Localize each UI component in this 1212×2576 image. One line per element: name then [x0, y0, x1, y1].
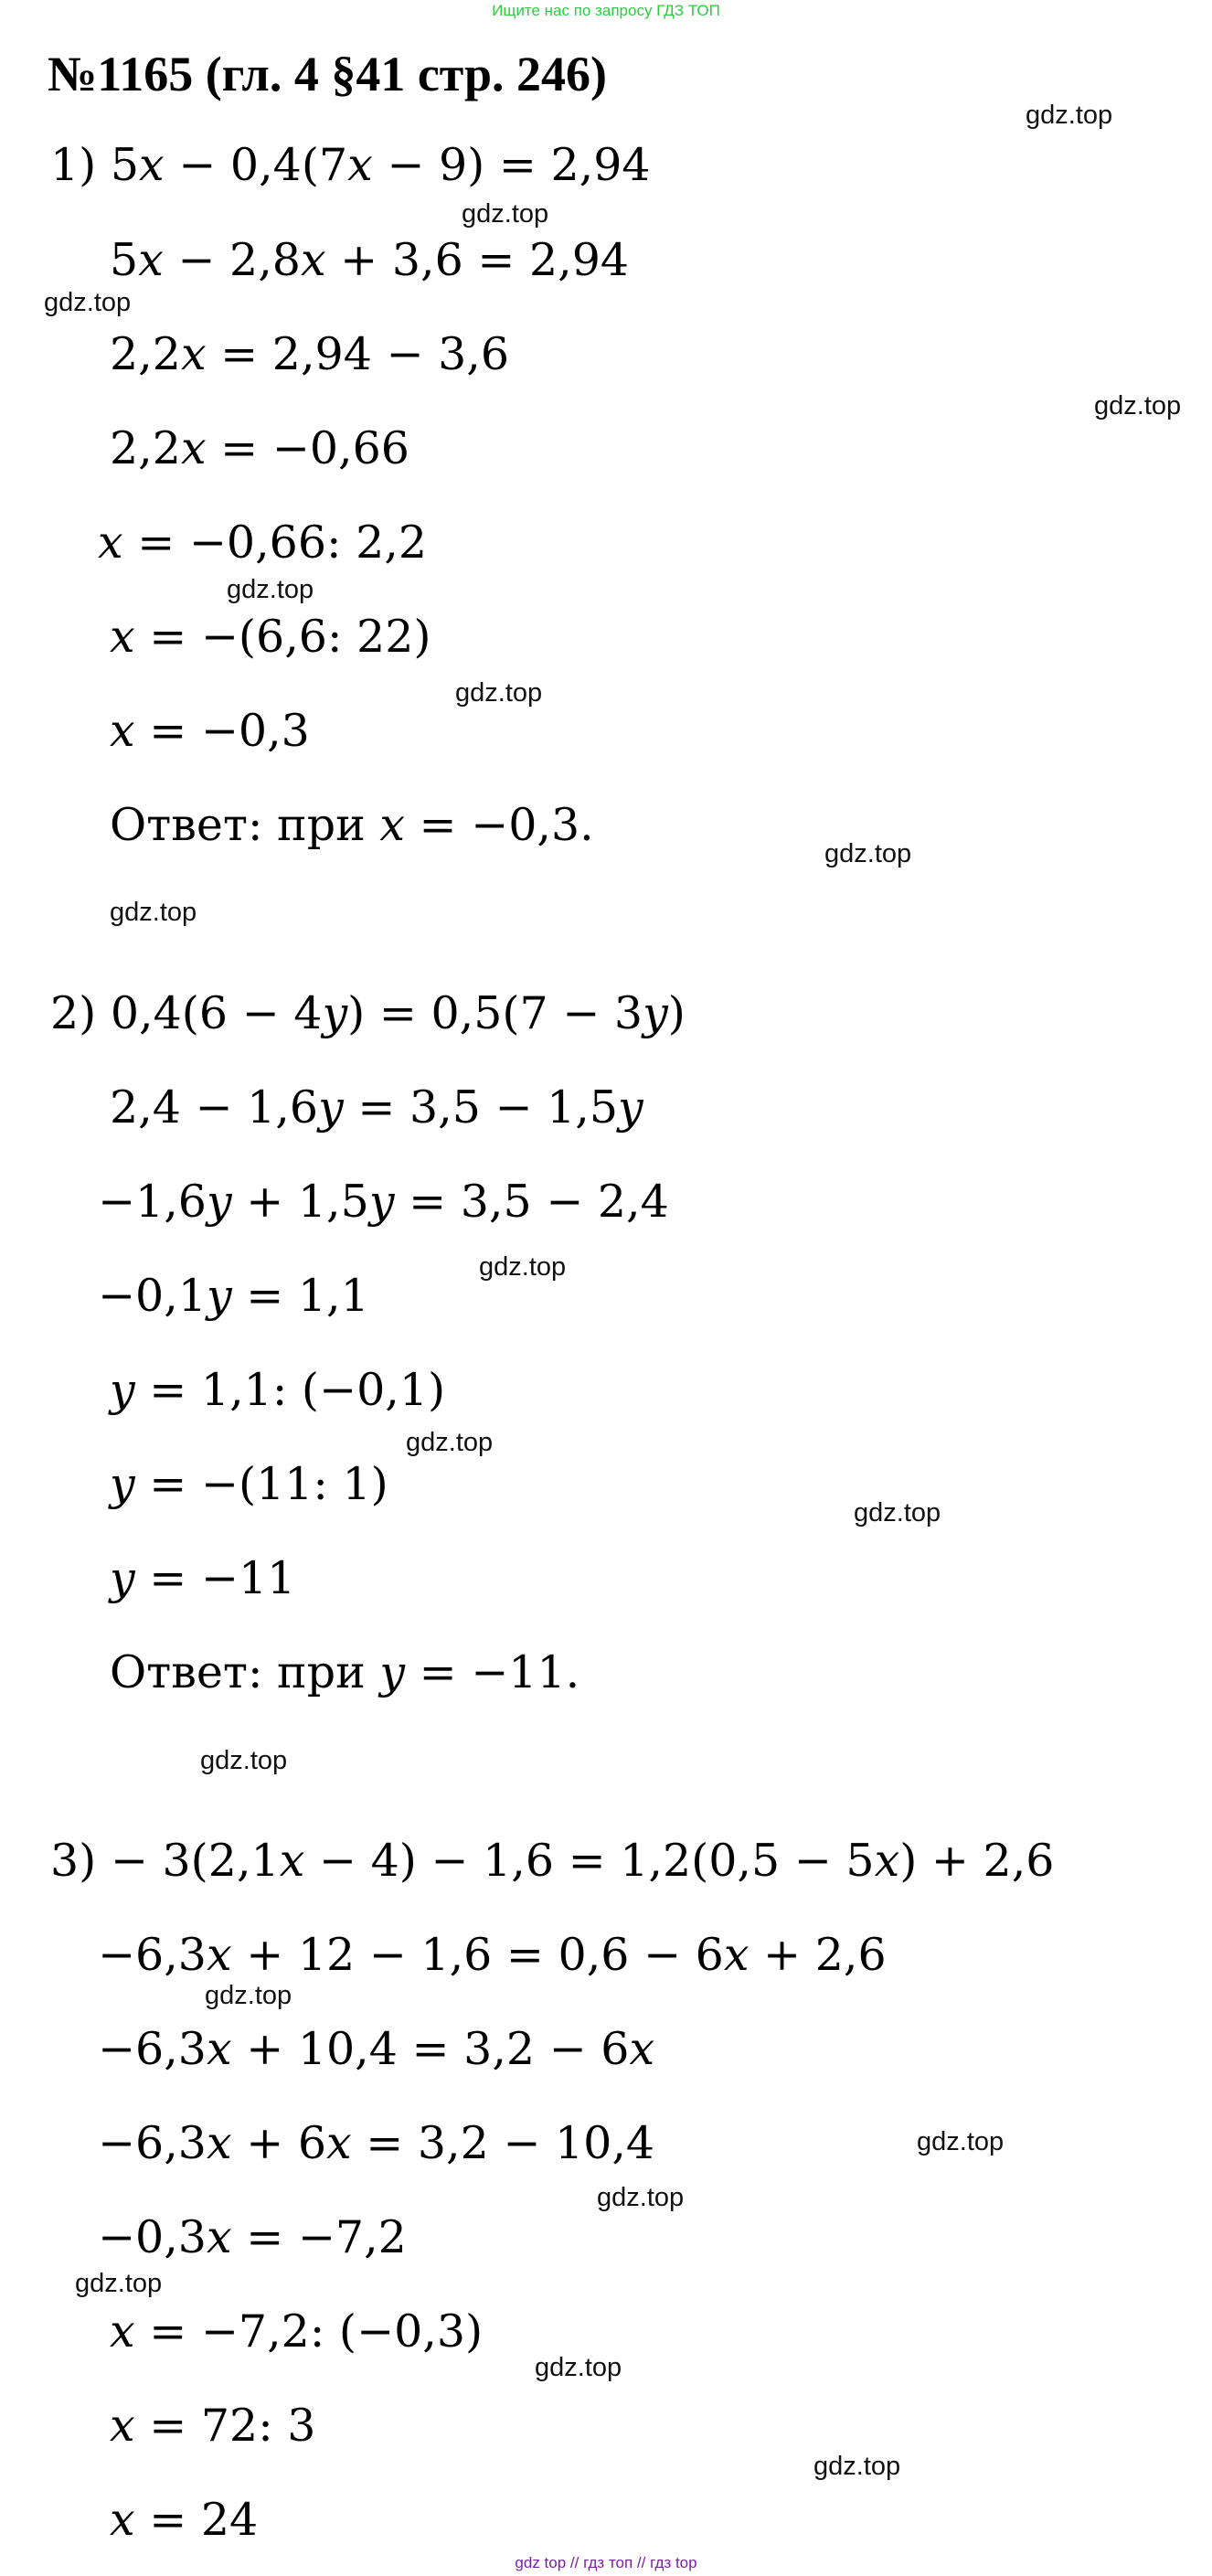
watermark: gdz.top: [535, 2353, 622, 2382]
watermark: gdz.top: [1026, 101, 1113, 130]
top-banner: Ищите нас по запросу ГДЗ ТОП: [492, 2, 720, 19]
equation-line: 5x − 2,8x + 3,6 = 2,94: [110, 234, 630, 286]
equation-line: 3) − 3(2,1x − 4) − 1,6 = 1,2(0,5 − 5x) + 2,6: [50, 1835, 1055, 1887]
watermark: gdz.top: [44, 288, 132, 317]
equation-line: 1) 5x − 0,4(7x − 9) = 2,94: [50, 139, 651, 191]
equation-line: x = −0,3: [110, 705, 310, 757]
watermark: gdz.top: [1094, 391, 1182, 420]
page-title: №1165 (гл. 4 §41 стр. 246): [48, 47, 608, 101]
equation-line: 2,2x = −0,66: [110, 422, 409, 474]
watermark: gdz.top: [479, 1252, 567, 1282]
equation-line: 2,4 − 1,6y = 3,5 − 1,5y: [110, 1081, 643, 1134]
equation-line: −6,3x + 10,4 = 3,2 − 6x: [98, 2023, 655, 2075]
equation-line: −0,1y = 1,1: [98, 1270, 369, 1322]
watermark: gdz.top: [597, 2183, 685, 2212]
equation-line: 2,2x = 2,94 − 3,6: [110, 328, 510, 380]
watermark: gdz.top: [227, 575, 314, 604]
equation-line: −1,6y + 1,5y = 3,5 − 2,4: [98, 1176, 669, 1228]
equation-line: x = 24: [110, 2494, 259, 2546]
answer-line: Ответ: при x = −0,3.: [110, 799, 594, 851]
watermark: gdz.top: [205, 1981, 292, 2010]
equation-line: x = −0,66: 2,2: [98, 516, 428, 569]
equation-line: y = 1,1: (−0,1): [110, 1364, 446, 1416]
equation-line: y = −11: [110, 1552, 296, 1604]
equation-line: x = 72: 3: [110, 2400, 316, 2452]
answer-line: Ответ: при y = −11.: [110, 1646, 580, 1698]
watermark: gdz.top: [854, 1498, 941, 1528]
watermark: gdz.top: [200, 1746, 288, 1775]
watermark: gdz.top: [824, 839, 912, 868]
watermark: gdz.top: [455, 678, 543, 708]
equation-line: −6,3x + 6x = 3,2 − 10,4: [98, 2117, 655, 2169]
watermark: gdz.top: [75, 2269, 163, 2298]
watermark: gdz.top: [462, 199, 549, 229]
equation-line: y = −(11: 1): [110, 1458, 388, 1510]
equation-line: x = −7,2: (−0,3): [110, 2305, 484, 2358]
equation-line: −6,3x + 12 − 1,6 = 0,6 − 6x + 2,6: [98, 1929, 887, 1981]
watermark: gdz.top: [813, 2452, 901, 2481]
watermark: gdz.top: [917, 2127, 1005, 2156]
watermark: gdz.top: [110, 898, 197, 927]
watermark: gdz.top: [406, 1428, 494, 1457]
equation-line: −0,3x = −7,2: [98, 2211, 407, 2263]
equation-line: x = −(6,6: 22): [110, 611, 431, 663]
footer-watermark: gdz top // гдз топ // гдз top: [515, 2554, 697, 2571]
equation-line: 2) 0,4(6 − 4y) = 0,5(7 − 3y): [50, 987, 686, 1039]
